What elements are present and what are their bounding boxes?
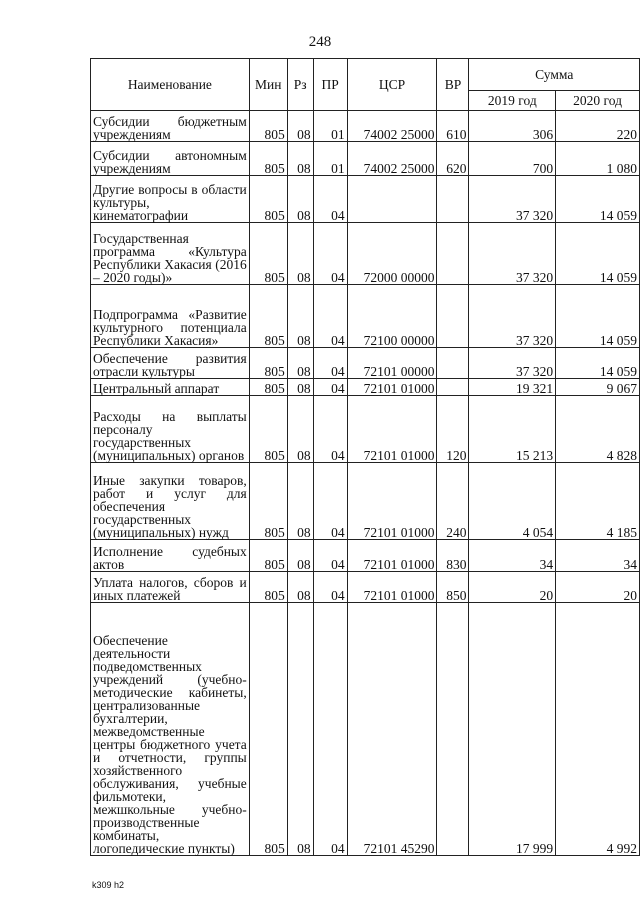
table-row <box>91 223 640 285</box>
row-rz: 08 <box>287 176 313 223</box>
budget-table <box>90 58 640 856</box>
row-min: 805 <box>249 223 287 285</box>
row-rz: 08 <box>287 572 313 603</box>
col-header-rz: Рз <box>287 59 313 111</box>
row-pr: 01 <box>313 111 347 142</box>
row-name: Уплата налогов, сборов и иных платежей <box>91 572 250 603</box>
row-rz: 08 <box>287 285 313 348</box>
col-header-name: Наименование <box>91 59 250 111</box>
row-sum-2020: 14 059 <box>556 285 640 348</box>
row-name: Центральный аппарат <box>91 379 250 396</box>
row-sum-2019: 37 320 <box>469 223 556 285</box>
row-sum-2019: 19 321 <box>469 379 556 396</box>
row-sum-2019: 4 054 <box>469 463 556 540</box>
row-rz: 08 <box>287 396 313 463</box>
row-sum-2020: 220 <box>556 111 640 142</box>
table-row <box>91 572 640 603</box>
table-row <box>91 396 640 463</box>
row-min: 805 <box>249 572 287 603</box>
row-vr: 620 <box>437 142 469 176</box>
row-vr: 610 <box>437 111 469 142</box>
row-name: Субсидии автономным учреждениям <box>91 142 250 176</box>
row-sum-2019: 17 999 <box>469 603 556 856</box>
row-rz: 08 <box>287 111 313 142</box>
row-name: Иные закупки товаров, работ и услуг для обеспечения государственных (муниципальных) нужд <box>91 463 250 540</box>
row-sum-2019: 37 320 <box>469 176 556 223</box>
page-number: 248 <box>308 34 332 50</box>
row-name: Подпрограмма «Развитие культурного потенциала Республики Хакасия» <box>91 285 250 348</box>
row-pr: 04 <box>313 348 347 379</box>
col-header-2019: 2019 год <box>469 91 556 111</box>
row-sum-2020: 34 <box>556 540 640 572</box>
row-rz: 08 <box>287 463 313 540</box>
row-pr: 04 <box>313 396 347 463</box>
row-min: 805 <box>249 285 287 348</box>
row-vr <box>437 285 469 348</box>
row-name: Другие вопросы в области культуры, кинематографии <box>91 176 250 223</box>
row-name: Обеспечение деятельности подведомственных учреждений (учебно-методические кабинеты, централизованные бухгалтерии, межведомственные центры бюджетного учета и отчетности, группы хозяйственного обслуживания, учебные фильмотеки, межшкольные учебно-производственные комбинаты, логопедические пункты) <box>91 603 250 856</box>
table-row <box>91 348 640 379</box>
row-min: 805 <box>249 348 287 379</box>
row-csr: 74002 25000 <box>347 111 437 142</box>
row-sum-2020: 14 059 <box>556 348 640 379</box>
row-sum-2019: 37 320 <box>469 348 556 379</box>
row-vr <box>437 603 469 856</box>
row-vr: 240 <box>437 463 469 540</box>
row-csr <box>347 176 437 223</box>
row-sum-2020: 20 <box>556 572 640 603</box>
row-csr: 72000 00000 <box>347 223 437 285</box>
row-name: Государственная программа «Культура Республики Хакасия (2016 – 2020 годы)» <box>91 223 250 285</box>
row-rz: 08 <box>287 142 313 176</box>
row-sum-2019: 700 <box>469 142 556 176</box>
row-pr: 04 <box>313 572 347 603</box>
row-csr: 72101 45290 <box>347 603 437 856</box>
row-rz: 08 <box>287 540 313 572</box>
row-min: 805 <box>249 603 287 856</box>
row-rz: 08 <box>287 603 313 856</box>
row-pr: 04 <box>313 223 347 285</box>
row-csr: 72101 01000 <box>347 572 437 603</box>
row-sum-2020: 9 067 <box>556 379 640 396</box>
row-vr <box>437 348 469 379</box>
table-row <box>91 603 640 856</box>
row-rz: 08 <box>287 348 313 379</box>
row-pr: 04 <box>313 379 347 396</box>
row-vr: 850 <box>437 572 469 603</box>
row-sum-2019: 37 320 <box>469 285 556 348</box>
row-vr <box>437 379 469 396</box>
table-row <box>91 379 640 396</box>
footer-code: k309 h2 <box>92 880 125 890</box>
row-vr <box>437 176 469 223</box>
table-row <box>91 285 640 348</box>
row-min: 805 <box>249 396 287 463</box>
col-header-csr: ЦСР <box>347 59 437 111</box>
row-pr: 04 <box>313 285 347 348</box>
row-name: Обеспечение развития отрасли культуры <box>91 348 250 379</box>
row-min: 805 <box>249 111 287 142</box>
col-header-pr: ПР <box>313 59 347 111</box>
row-pr: 04 <box>313 540 347 572</box>
row-sum-2019: 20 <box>469 572 556 603</box>
col-header-2020: 2020 год <box>556 91 640 111</box>
row-sum-2020: 14 059 <box>556 176 640 223</box>
table-row <box>91 142 640 176</box>
row-csr: 72101 01000 <box>347 540 437 572</box>
row-sum-2020: 4 185 <box>556 463 640 540</box>
col-header-min: Мин <box>249 59 287 111</box>
row-sum-2019: 34 <box>469 540 556 572</box>
row-sum-2019: 15 213 <box>469 396 556 463</box>
row-vr: 830 <box>437 540 469 572</box>
row-csr: 72101 00000 <box>347 348 437 379</box>
row-pr: 04 <box>313 176 347 223</box>
row-pr: 01 <box>313 142 347 176</box>
row-sum-2020: 14 059 <box>556 223 640 285</box>
row-name: Расходы на выплаты персоналу государственных (муниципальных) органов <box>91 396 250 463</box>
row-vr: 120 <box>437 396 469 463</box>
row-pr: 04 <box>313 603 347 856</box>
col-header-sum: Сумма <box>469 59 640 91</box>
row-rz: 08 <box>287 223 313 285</box>
row-rz: 08 <box>287 379 313 396</box>
row-min: 805 <box>249 463 287 540</box>
row-csr: 72101 01000 <box>347 396 437 463</box>
row-sum-2020: 4 828 <box>556 396 640 463</box>
table-row <box>91 463 640 540</box>
table-row <box>91 111 640 142</box>
row-csr: 72101 01000 <box>347 379 437 396</box>
row-min: 805 <box>249 379 287 396</box>
row-vr <box>437 223 469 285</box>
row-pr: 04 <box>313 463 347 540</box>
row-csr: 72101 01000 <box>347 463 437 540</box>
table-row <box>91 176 640 223</box>
row-min: 805 <box>249 540 287 572</box>
row-min: 805 <box>249 142 287 176</box>
row-sum-2019: 306 <box>469 111 556 142</box>
row-name: Исполнение судебных актов <box>91 540 250 572</box>
row-name: Субсидии бюджетным учреждениям <box>91 111 250 142</box>
row-sum-2020: 4 992 <box>556 603 640 856</box>
row-sum-2020: 1 080 <box>556 142 640 176</box>
table-row <box>91 540 640 572</box>
col-header-vr: ВР <box>437 59 469 111</box>
row-min: 805 <box>249 176 287 223</box>
row-csr: 72100 00000 <box>347 285 437 348</box>
row-csr: 74002 25000 <box>347 142 437 176</box>
